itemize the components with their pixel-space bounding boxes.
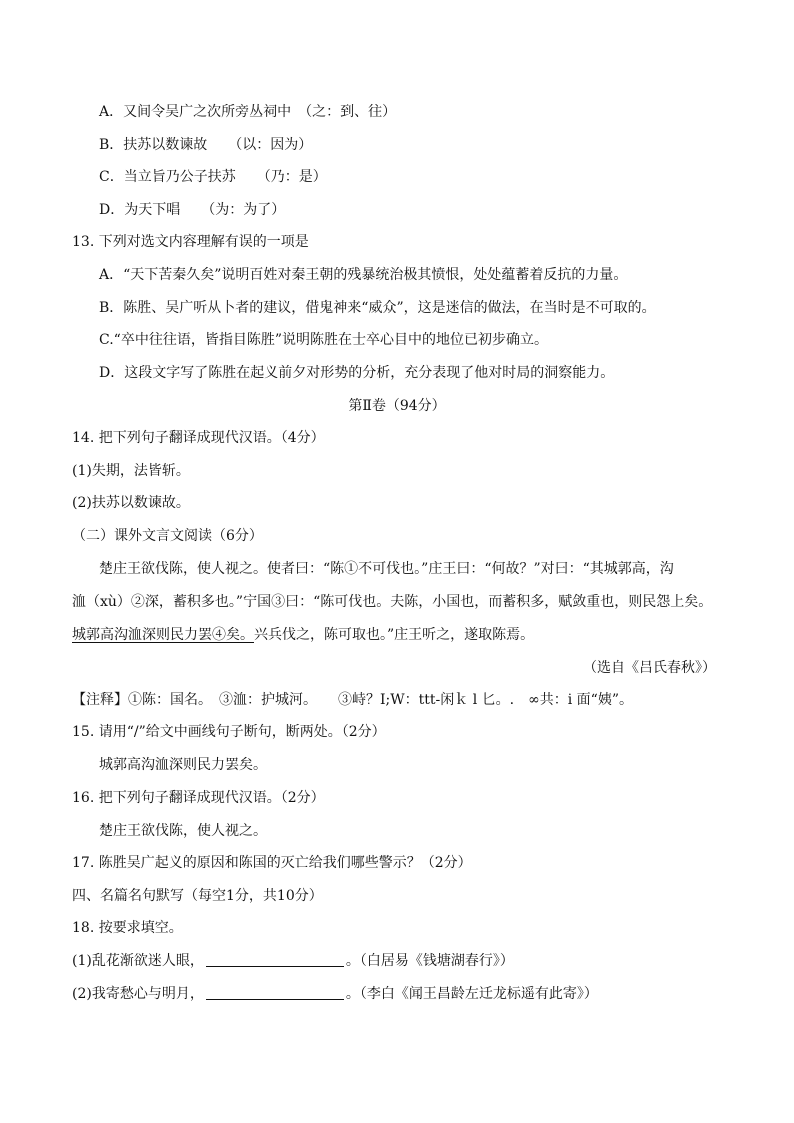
q13-option-b: B．陈胜、吴广听从卜者的建议，借鬼神来“威众”，这是迷信的做法，在当时是不可取的。 (99, 300, 656, 316)
q14-item-1: (1)失期，法皆斩。 (72, 463, 190, 479)
q15-stem: 15. 请用“/”给文中画线句子断句，断两处。（2分） (72, 724, 386, 740)
q18-item-2-source: 。（李白《闻王昌龄左迁龙标遥有此寄》） (345, 986, 598, 1002)
q13-option-a: A．“天下苦秦久矣”说明百姓对秦王朝的残暴统治极其愤恨，处处蕴蓄着反抗的力量。 (99, 267, 628, 283)
q16-sentence: 楚庄王欲伐陈，使人视之。 (99, 823, 267, 839)
passage-line-2: 洫（xù）②深，蓄积多也。”宁国③曰：“陈可伐也。夫陈，小国也，而蓄积多，赋敛重也，则民怨上矣。 (72, 594, 713, 610)
notes: 【注释】①陈：国名。 ③洫：护城河。 ③峙？I;W：ttt-闲ｋ l 匕。. ∞共：i 面“姨”。 (72, 692, 633, 708)
section2-title: 第Ⅱ卷（94分） (348, 398, 446, 414)
q15-sentence: 城郭高沟洫深则民力罢矣。 (99, 757, 267, 773)
q18-item-1-source: 。（白居易《钱塘湖春行》） (345, 953, 514, 969)
q12-option-d: D．为天下唱 （为：为了） (99, 202, 286, 218)
q16-stem: 16. 把下列句子翻译成现代汉语。（2分） (72, 790, 325, 806)
q18-stem: 18. 按要求填空。 (72, 920, 183, 936)
q12-option-c: C．当立旨乃公子扶苏 （乃：是） (99, 169, 327, 185)
q14-item-2: (2)扶苏以数谏故。 (72, 495, 190, 511)
q14-stem: 14. 把下列句子翻译成现代汉语。（4分） (72, 430, 325, 446)
passage-line-1: 楚庄王欲伐陈，使人视之。使者曰：“陈①不可伐也。”庄王曰：“何故？”对曰：“其城郭高，沟 (99, 561, 674, 577)
section4-title: 四、名篇名句默写（每空1分，共10分） (72, 888, 323, 904)
q18-item-2-prompt: (2)我寄愁心与明月， (72, 986, 204, 1002)
extra-reading-title: （二）课外文言文阅读（6分） (72, 528, 263, 544)
q18-item-1 (72, 952, 514, 970)
q12-option-a: A．又间令吴广之次所旁丛祠中 （之：到、往） (99, 104, 397, 120)
q18-item-2 (72, 985, 598, 1003)
answer-blank-2[interactable] (206, 985, 344, 1000)
answer-blank-1[interactable] (206, 952, 344, 967)
q13-stem: 13. 下列对选文内容理解有误的一项是 (72, 234, 309, 250)
q13-option-c: C.“卒中往往语，皆指目陈胜”说明陈胜在士卒心目中的地位已初步确立。 (99, 332, 548, 348)
q17-stem: 17. 陈胜吴广起义的原因和陈国的灭亡给我们哪些警示？（2分） (72, 855, 472, 871)
q13-option-d: D．这段文字写了陈胜在起义前夕对形势的分析，充分表现了他对时局的洞察能力。 (99, 365, 615, 381)
underlined-sentence: 城郭高沟洫深则民力罢④矣。 (72, 627, 254, 643)
passage-line-3 (72, 626, 534, 644)
q18-item-1-prompt: (1)乱花渐欲迷人眼， (72, 953, 204, 969)
passage-line-3-rest: 兴兵伐之，陈可取也。”庄王听之，遂取陈焉。 (254, 627, 535, 643)
passage-source: （选自《吕氏春秋》） (583, 660, 716, 676)
q12-option-b: B．扶苏以数谏故 （以：因为） (99, 137, 313, 153)
